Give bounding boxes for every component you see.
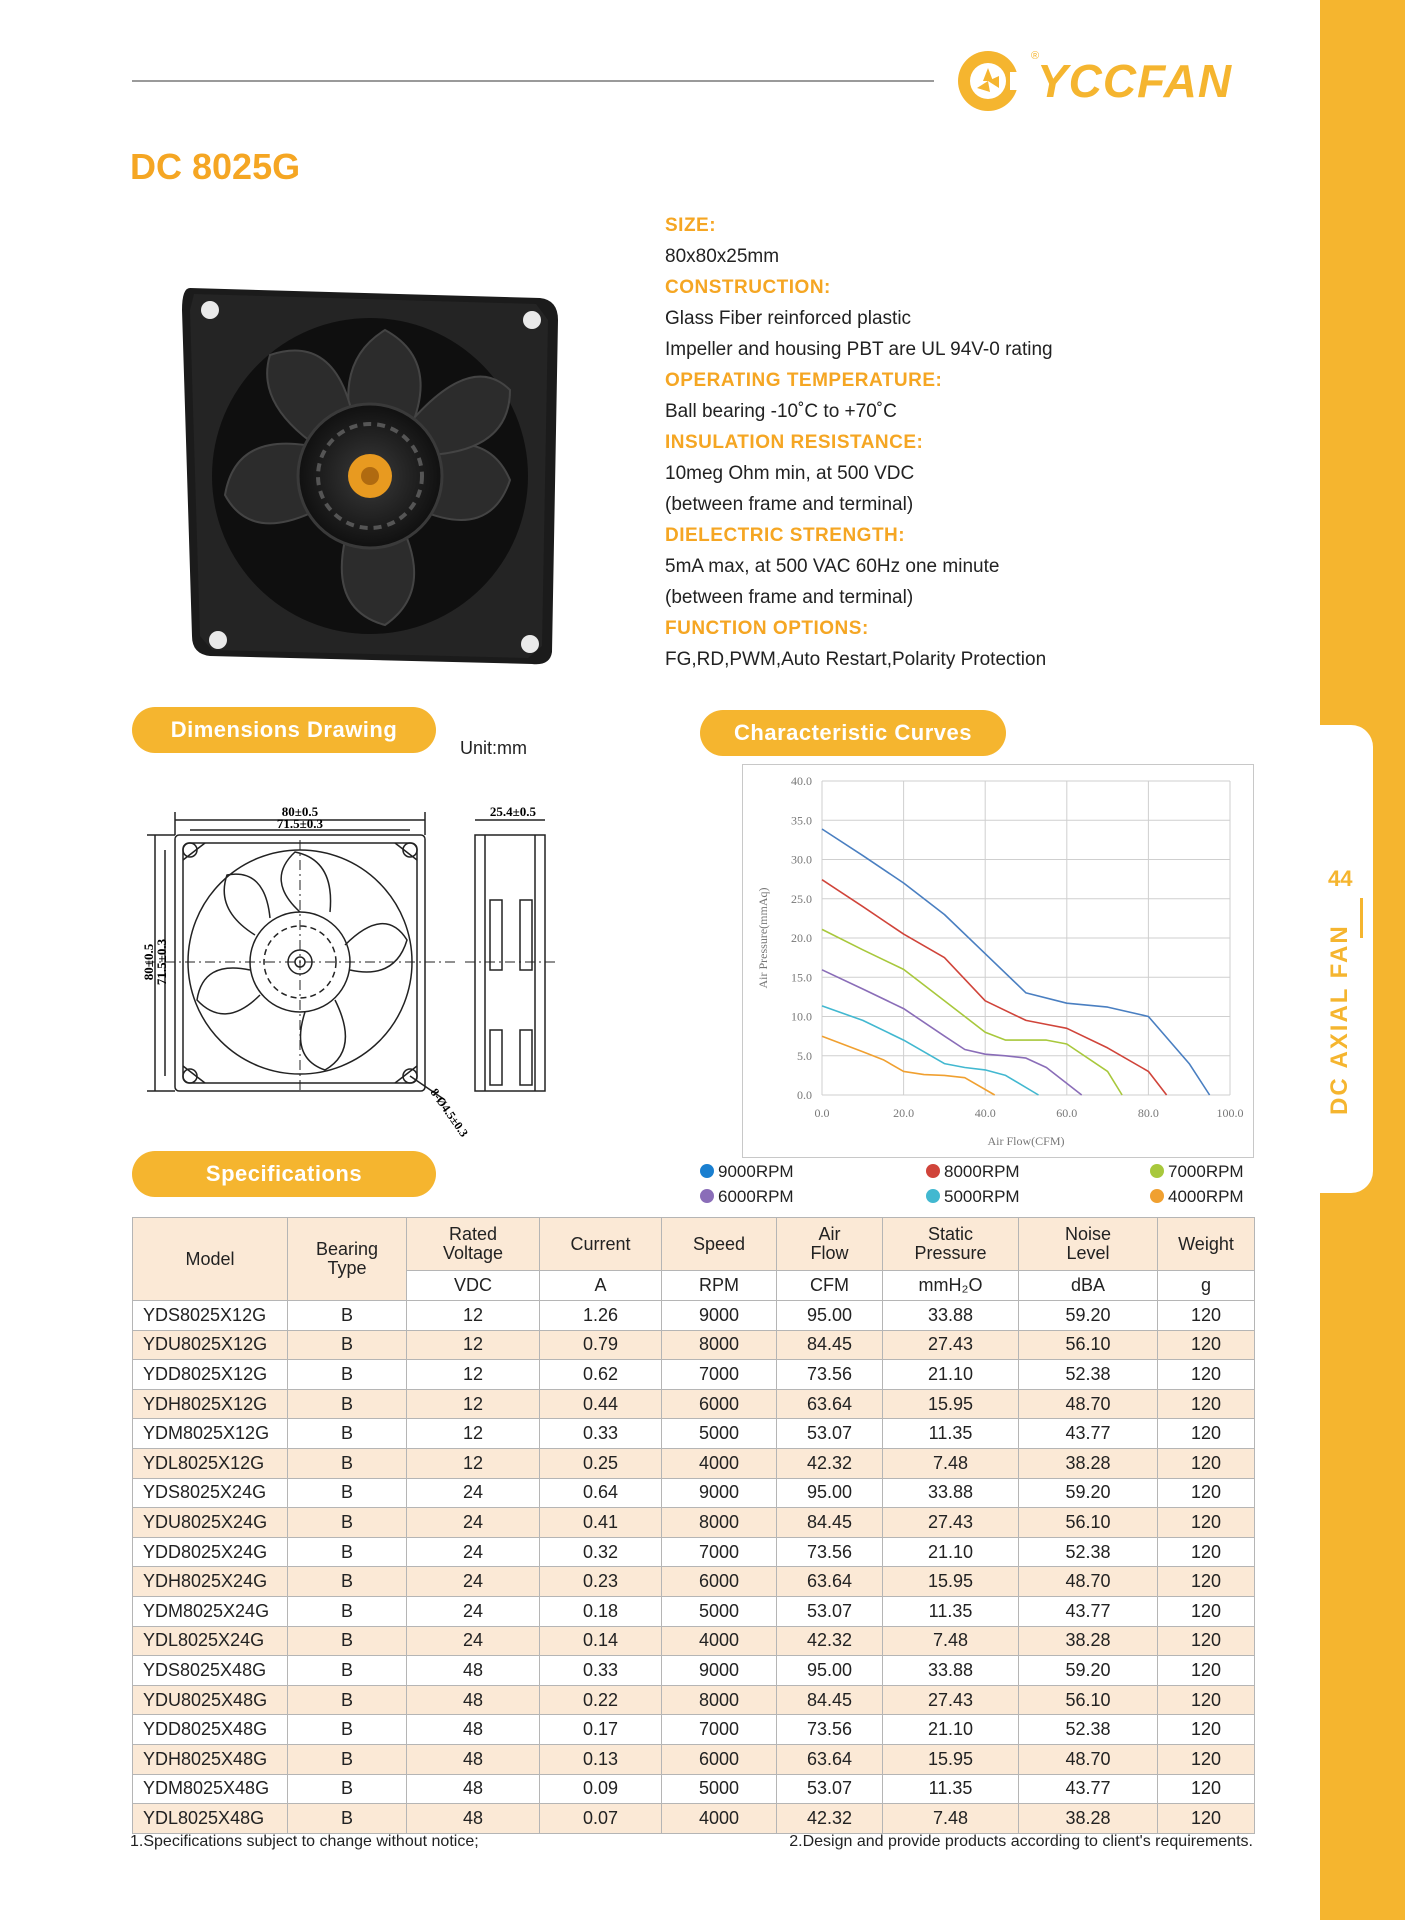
table-cell: YDM8025X48G — [133, 1774, 288, 1804]
spec-text: Glass Fiber reinforced plastic — [665, 308, 912, 329]
table-cell: 95.00 — [777, 1301, 883, 1331]
table-cell: 7.48 — [883, 1626, 1019, 1656]
table-cell: 0.79 — [540, 1330, 662, 1360]
table-cell: 42.32 — [777, 1626, 883, 1656]
spec-text: FG,RD,PWM,Auto Restart,Polarity Protection — [665, 649, 1047, 670]
table-cell: 84.45 — [777, 1330, 883, 1360]
y-tick-label: 30.0 — [791, 852, 812, 867]
table-cell: 52.38 — [1019, 1360, 1158, 1390]
table-cell: 33.88 — [883, 1301, 1019, 1331]
table-cell: 63.64 — [777, 1389, 883, 1419]
legend-dot — [1150, 1164, 1164, 1178]
table-cell: 0.25 — [540, 1448, 662, 1478]
dim-holes: 8-Ø4.5±0.3 — [427, 1085, 472, 1140]
table-cell: 120 — [1158, 1656, 1255, 1686]
table-row — [133, 1360, 1255, 1390]
table-cell: 48 — [407, 1744, 540, 1774]
table-row — [133, 1744, 1255, 1774]
table-cell: YDH8025X12G — [133, 1389, 288, 1419]
table-cell: 7000 — [662, 1360, 777, 1390]
table-cell: 8000 — [662, 1330, 777, 1360]
y-axis-label: Air Pressure(mmAq) — [756, 887, 770, 989]
spec-heading: SIZE: — [665, 215, 717, 236]
table-cell: 84.45 — [777, 1685, 883, 1715]
table-cell: 53.07 — [777, 1774, 883, 1804]
table-cell: 56.10 — [1019, 1508, 1158, 1538]
spec-heading: INSULATION RESISTANCE: — [665, 432, 924, 453]
table-cell: 8000 — [662, 1685, 777, 1715]
table-cell: 0.33 — [540, 1419, 662, 1449]
x-axis-label: Air Flow(CFM) — [987, 1134, 1065, 1148]
table-cell: 120 — [1158, 1360, 1255, 1390]
table-cell: YDD8025X24G — [133, 1537, 288, 1567]
table-cell: 43.77 — [1019, 1419, 1158, 1449]
y-tick-label: 40.0 — [791, 774, 812, 788]
dimension-drawing — [141, 790, 575, 1140]
y-tick-label: 5.0 — [797, 1048, 812, 1063]
table-cell: B — [288, 1360, 407, 1390]
table-cell: B — [288, 1419, 407, 1449]
table-cell: 12 — [407, 1448, 540, 1478]
table-cell: 0.32 — [540, 1537, 662, 1567]
table-cell: B — [288, 1537, 407, 1567]
table-cell: 48 — [407, 1715, 540, 1745]
table-cell: 120 — [1158, 1567, 1255, 1597]
header-noise-text: Noise Level — [1064, 1224, 1112, 1263]
table-cell: B — [288, 1715, 407, 1745]
legend-item-9000 — [700, 1160, 794, 1184]
header-noise — [1019, 1218, 1158, 1271]
table-cell: 120 — [1158, 1685, 1255, 1715]
table-cell: 48 — [407, 1804, 540, 1834]
side-label-text: DC AXIAL FAN — [1326, 924, 1353, 1115]
table-cell: 0.07 — [540, 1804, 662, 1834]
table-cell: 0.41 — [540, 1508, 662, 1538]
page-number: 44 — [1328, 866, 1353, 891]
table-row — [133, 1389, 1255, 1419]
table-cell: 33.88 — [883, 1656, 1019, 1686]
table-cell: YDL8025X12G — [133, 1448, 288, 1478]
table-cell: 48.70 — [1019, 1567, 1158, 1597]
table-cell: 5000 — [662, 1596, 777, 1626]
table-cell: 73.56 — [777, 1537, 883, 1567]
spec-heading: CONSTRUCTION: — [665, 277, 831, 298]
table-cell: 120 — [1158, 1774, 1255, 1804]
characteristic-chart — [742, 764, 1252, 1156]
table-cell: B — [288, 1656, 407, 1686]
table-cell: 38.28 — [1019, 1448, 1158, 1478]
table-cell: 4000 — [662, 1448, 777, 1478]
legend-item-6000 — [700, 1185, 794, 1209]
note-right: 2.Design and provide products according to client's requirements. — [789, 1833, 1253, 1850]
x-tick-label: 0.0 — [814, 1106, 830, 1120]
table-cell: B — [288, 1389, 407, 1419]
header-weight: Weight — [1158, 1218, 1255, 1271]
table-cell: 27.43 — [883, 1330, 1019, 1360]
table-cell: 48.70 — [1019, 1389, 1158, 1419]
header-pressure — [883, 1218, 1019, 1271]
table-cell: 0.22 — [540, 1685, 662, 1715]
table-cell: 42.32 — [777, 1448, 883, 1478]
y-tick-label: 10.0 — [791, 1009, 812, 1024]
table-row — [133, 1419, 1255, 1449]
legend-label: 9000RPM — [718, 1162, 794, 1181]
x-tick-label: 80.0 — [1137, 1106, 1159, 1120]
header-pressure-text: Static Pressure — [914, 1224, 987, 1263]
table-cell: YDM8025X12G — [133, 1419, 288, 1449]
table-cell: 0.18 — [540, 1596, 662, 1626]
table-cell: 0.33 — [540, 1656, 662, 1686]
header-rule — [132, 80, 934, 82]
header-bearing-text: Bearing Type — [315, 1239, 379, 1278]
chart-legend — [700, 1160, 1260, 1210]
table-cell: 63.64 — [777, 1567, 883, 1597]
table-cell: 120 — [1158, 1448, 1255, 1478]
table-cell: 11.35 — [883, 1596, 1019, 1626]
table-cell: 12 — [407, 1389, 540, 1419]
unit-label: Unit:mm — [460, 738, 527, 758]
table-cell: 6000 — [662, 1744, 777, 1774]
table-cell: YDS8025X12G — [133, 1301, 288, 1331]
unit-weight: g — [1158, 1271, 1255, 1301]
table-cell: 9000 — [662, 1656, 777, 1686]
table-cell: 59.20 — [1019, 1656, 1158, 1686]
table-cell: 120 — [1158, 1537, 1255, 1567]
table-row — [133, 1656, 1255, 1686]
table-cell: 21.10 — [883, 1715, 1019, 1745]
table-cell: 1.26 — [540, 1301, 662, 1331]
legend-dot — [926, 1189, 940, 1203]
spec-heading: DIELECTRIC STRENGTH: — [665, 525, 906, 546]
table-cell: 24 — [407, 1537, 540, 1567]
legend-dot — [700, 1164, 714, 1178]
table-cell: 0.44 — [540, 1389, 662, 1419]
dim-width-inner: 71.5±0.3 — [276, 816, 324, 831]
dim-width-outer: 80±0.5 — [281, 804, 319, 819]
table-cell: B — [288, 1567, 407, 1597]
table-cell: 48 — [407, 1774, 540, 1804]
side-label — [1326, 924, 1366, 1155]
table-cell: YDU8025X12G — [133, 1330, 288, 1360]
table-cell: 4000 — [662, 1626, 777, 1656]
table-row — [133, 1804, 1255, 1834]
table-cell: 120 — [1158, 1744, 1255, 1774]
table-cell: B — [288, 1301, 407, 1331]
table-cell: YDU8025X48G — [133, 1685, 288, 1715]
table-cell: 0.14 — [540, 1626, 662, 1656]
table-cell: 24 — [407, 1508, 540, 1538]
unit-pressure: mmH₂O — [883, 1271, 1019, 1301]
table-cell: 73.56 — [777, 1715, 883, 1745]
spec-text: Ball bearing -10˚C to +70˚C — [665, 401, 897, 422]
unit-noise: dBA — [1019, 1271, 1158, 1301]
table-cell: 21.10 — [883, 1360, 1019, 1390]
table-cell: 33.88 — [883, 1478, 1019, 1508]
table-cell: 9000 — [662, 1478, 777, 1508]
x-tick-label: 40.0 — [974, 1106, 996, 1120]
x-tick-label: 100.0 — [1216, 1106, 1244, 1120]
table-cell: 120 — [1158, 1596, 1255, 1626]
unit-airflow: CFM — [777, 1271, 883, 1301]
table-cell: 63.64 — [777, 1744, 883, 1774]
table-cell: YDU8025X24G — [133, 1508, 288, 1538]
table-cell: 7000 — [662, 1537, 777, 1567]
page-title: DC 8025G — [130, 146, 301, 187]
table-cell: B — [288, 1804, 407, 1834]
table-cell: 5000 — [662, 1774, 777, 1804]
table-cell: 11.35 — [883, 1419, 1019, 1449]
table-cell: B — [288, 1774, 407, 1804]
series-line-9000rpm — [822, 829, 1210, 1095]
table-cell: 59.20 — [1019, 1478, 1158, 1508]
header-speed: Speed — [662, 1218, 777, 1271]
specifications-heading: Specifications — [132, 1151, 436, 1197]
legend-item-7000 — [1150, 1160, 1244, 1184]
table-cell: 95.00 — [777, 1656, 883, 1686]
table-cell: 48.70 — [1019, 1744, 1158, 1774]
table-cell: B — [288, 1685, 407, 1715]
y-tick-label: 35.0 — [791, 813, 812, 828]
table-cell: 7000 — [662, 1715, 777, 1745]
table-cell: 84.45 — [777, 1508, 883, 1538]
table-row — [133, 1448, 1255, 1478]
spec-heading: FUNCTION OPTIONS: — [665, 618, 869, 639]
table-row — [133, 1774, 1255, 1804]
table-cell: 6000 — [662, 1567, 777, 1597]
series-line-7000rpm — [822, 929, 1122, 1095]
table-cell: 0.09 — [540, 1774, 662, 1804]
table-cell: 120 — [1158, 1626, 1255, 1656]
spec-text: (between frame and terminal) — [665, 494, 914, 515]
table-cell: B — [288, 1626, 407, 1656]
y-tick-label: 20.0 — [791, 931, 812, 945]
side-divider — [1360, 898, 1363, 938]
table-cell: YDH8025X24G — [133, 1567, 288, 1597]
table-cell: YDL8025X48G — [133, 1804, 288, 1834]
unit-voltage: VDC — [407, 1271, 540, 1301]
header-voltage-text: Rated Voltage — [442, 1224, 504, 1263]
brand-logo — [955, 48, 1255, 114]
table-row — [133, 1596, 1255, 1626]
table-cell: YDD8025X48G — [133, 1715, 288, 1745]
legend-label: 4000RPM — [1168, 1187, 1244, 1206]
table-cell: B — [288, 1330, 407, 1360]
fan-logo-icon — [955, 48, 1025, 114]
unit-speed: RPM — [662, 1271, 777, 1301]
y-tick-label: 15.0 — [791, 970, 812, 985]
table-cell: 120 — [1158, 1478, 1255, 1508]
unit-current: A — [540, 1271, 662, 1301]
table-cell: 24 — [407, 1478, 540, 1508]
table-cell: 4000 — [662, 1804, 777, 1834]
legend-label: 5000RPM — [944, 1187, 1020, 1206]
table-cell: 120 — [1158, 1389, 1255, 1419]
header-bearing — [288, 1218, 407, 1301]
header-current: Current — [540, 1218, 662, 1271]
registered-mark: ® — [1031, 50, 1040, 62]
header-model: Model — [133, 1218, 288, 1301]
table-cell: 24 — [407, 1567, 540, 1597]
spec-heading: OPERATING TEMPERATURE: — [665, 370, 943, 391]
table-cell: 9000 — [662, 1301, 777, 1331]
table-body — [133, 1301, 1255, 1834]
table-cell: 7.48 — [883, 1804, 1019, 1834]
table-cell: YDM8025X24G — [133, 1596, 288, 1626]
dim-height-outer: 80±0.5 — [141, 943, 156, 981]
table-cell: 12 — [407, 1360, 540, 1390]
table-cell: 0.64 — [540, 1478, 662, 1508]
table-cell: 56.10 — [1019, 1330, 1158, 1360]
legend-label: 8000RPM — [944, 1162, 1020, 1181]
dim-depth: 25.4±0.5 — [489, 804, 537, 819]
table-cell: 27.43 — [883, 1685, 1019, 1715]
brand-name: YCCFAN — [1037, 55, 1233, 107]
table-cell: 120 — [1158, 1419, 1255, 1449]
spec-text: Impeller and housing PBT are UL 94V-0 rating — [665, 339, 1053, 360]
table-cell: 73.56 — [777, 1360, 883, 1390]
table-cell: 120 — [1158, 1301, 1255, 1331]
legend-label: 6000RPM — [718, 1187, 794, 1206]
table-cell: 12 — [407, 1330, 540, 1360]
table-cell: 24 — [407, 1596, 540, 1626]
table-cell: 0.62 — [540, 1360, 662, 1390]
legend-item-4000 — [1150, 1185, 1244, 1209]
table-cell: 120 — [1158, 1508, 1255, 1538]
table-cell: 59.20 — [1019, 1301, 1158, 1331]
table-row — [133, 1478, 1255, 1508]
table-cell: YDS8025X48G — [133, 1656, 288, 1686]
note-left: 1.Specifications subject to change without notice; — [130, 1833, 479, 1850]
specifications-table — [132, 1217, 1255, 1834]
table-cell: 52.38 — [1019, 1537, 1158, 1567]
table-cell: YDS8025X24G — [133, 1478, 288, 1508]
legend-dot — [1150, 1189, 1164, 1203]
table-cell: 8000 — [662, 1508, 777, 1538]
table-cell: 38.28 — [1019, 1804, 1158, 1834]
legend-label: 7000RPM — [1168, 1162, 1244, 1181]
table-cell: 38.28 — [1019, 1626, 1158, 1656]
legend-item-8000 — [926, 1160, 1020, 1184]
table-row — [133, 1508, 1255, 1538]
table-cell: 15.95 — [883, 1744, 1019, 1774]
table-cell: 24 — [407, 1626, 540, 1656]
spec-text: 5mA max, at 500 VAC 60Hz one minute — [665, 556, 1000, 577]
table-cell: B — [288, 1744, 407, 1774]
table-cell: 21.10 — [883, 1537, 1019, 1567]
table-cell: 120 — [1158, 1715, 1255, 1745]
table-row — [133, 1301, 1255, 1331]
table-cell: 15.95 — [883, 1389, 1019, 1419]
series-line-5000rpm — [822, 1006, 1039, 1095]
table-row — [133, 1715, 1255, 1745]
header-airflow — [777, 1218, 883, 1271]
table-row — [133, 1626, 1255, 1656]
table-cell: 53.07 — [777, 1596, 883, 1626]
x-tick-label: 20.0 — [893, 1106, 915, 1120]
table-cell: 43.77 — [1019, 1774, 1158, 1804]
table-cell: 52.38 — [1019, 1715, 1158, 1745]
table-cell: B — [288, 1478, 407, 1508]
spec-text: 10meg Ohm min, at 500 VDC — [665, 463, 915, 484]
header-voltage — [407, 1218, 540, 1271]
table-cell: B — [288, 1448, 407, 1478]
chart-grid — [822, 781, 1230, 1095]
table-cell: 53.07 — [777, 1419, 883, 1449]
table-cell: 15.95 — [883, 1567, 1019, 1597]
table-cell: YDL8025X24G — [133, 1626, 288, 1656]
legend-dot — [926, 1164, 940, 1178]
table-cell: 0.23 — [540, 1567, 662, 1597]
table-row — [133, 1330, 1255, 1360]
table-cell: 43.77 — [1019, 1596, 1158, 1626]
table-cell: 6000 — [662, 1389, 777, 1419]
table-cell: 120 — [1158, 1330, 1255, 1360]
table-cell: 95.00 — [777, 1478, 883, 1508]
legend-dot — [700, 1189, 714, 1203]
table-cell: 12 — [407, 1301, 540, 1331]
spec-text: (between frame and terminal) — [665, 587, 914, 608]
spec-text: 80x80x25mm — [665, 246, 780, 267]
table-cell: 5000 — [662, 1419, 777, 1449]
table-cell: 120 — [1158, 1804, 1255, 1834]
table-row — [133, 1537, 1255, 1567]
table-cell: 11.35 — [883, 1774, 1019, 1804]
table-cell: 0.13 — [540, 1744, 662, 1774]
table-cell: 27.43 — [883, 1508, 1019, 1538]
table-cell: YDD8025X12G — [133, 1360, 288, 1390]
table-cell: B — [288, 1596, 407, 1626]
table-cell: B — [288, 1508, 407, 1538]
y-tick-label: 0.0 — [797, 1088, 812, 1102]
legend-item-5000 — [926, 1185, 1020, 1209]
table-cell: 7.48 — [883, 1448, 1019, 1478]
chart-series — [822, 829, 1210, 1095]
table-cell: 42.32 — [777, 1804, 883, 1834]
table-row — [133, 1685, 1255, 1715]
table-cell: 48 — [407, 1685, 540, 1715]
series-line-4000rpm — [822, 1036, 995, 1095]
curves-heading: Characteristic Curves — [700, 710, 1006, 756]
y-tick-label: 25.0 — [791, 891, 812, 906]
dim-height-inner: 71.5±0.3 — [154, 938, 169, 986]
table-cell: 0.17 — [540, 1715, 662, 1745]
dimensions-heading: Dimensions Drawing — [132, 707, 436, 753]
table-row — [133, 1567, 1255, 1597]
x-tick-label: 60.0 — [1056, 1106, 1078, 1120]
spec-list — [665, 210, 1305, 675]
table-cell: YDH8025X48G — [133, 1744, 288, 1774]
table-cell: 56.10 — [1019, 1685, 1158, 1715]
series-line-8000rpm — [822, 880, 1167, 1095]
table-cell: 12 — [407, 1419, 540, 1449]
table-cell: 48 — [407, 1656, 540, 1686]
header-airflow-text: Air Flow — [810, 1224, 849, 1263]
fan-product-image — [180, 280, 565, 668]
